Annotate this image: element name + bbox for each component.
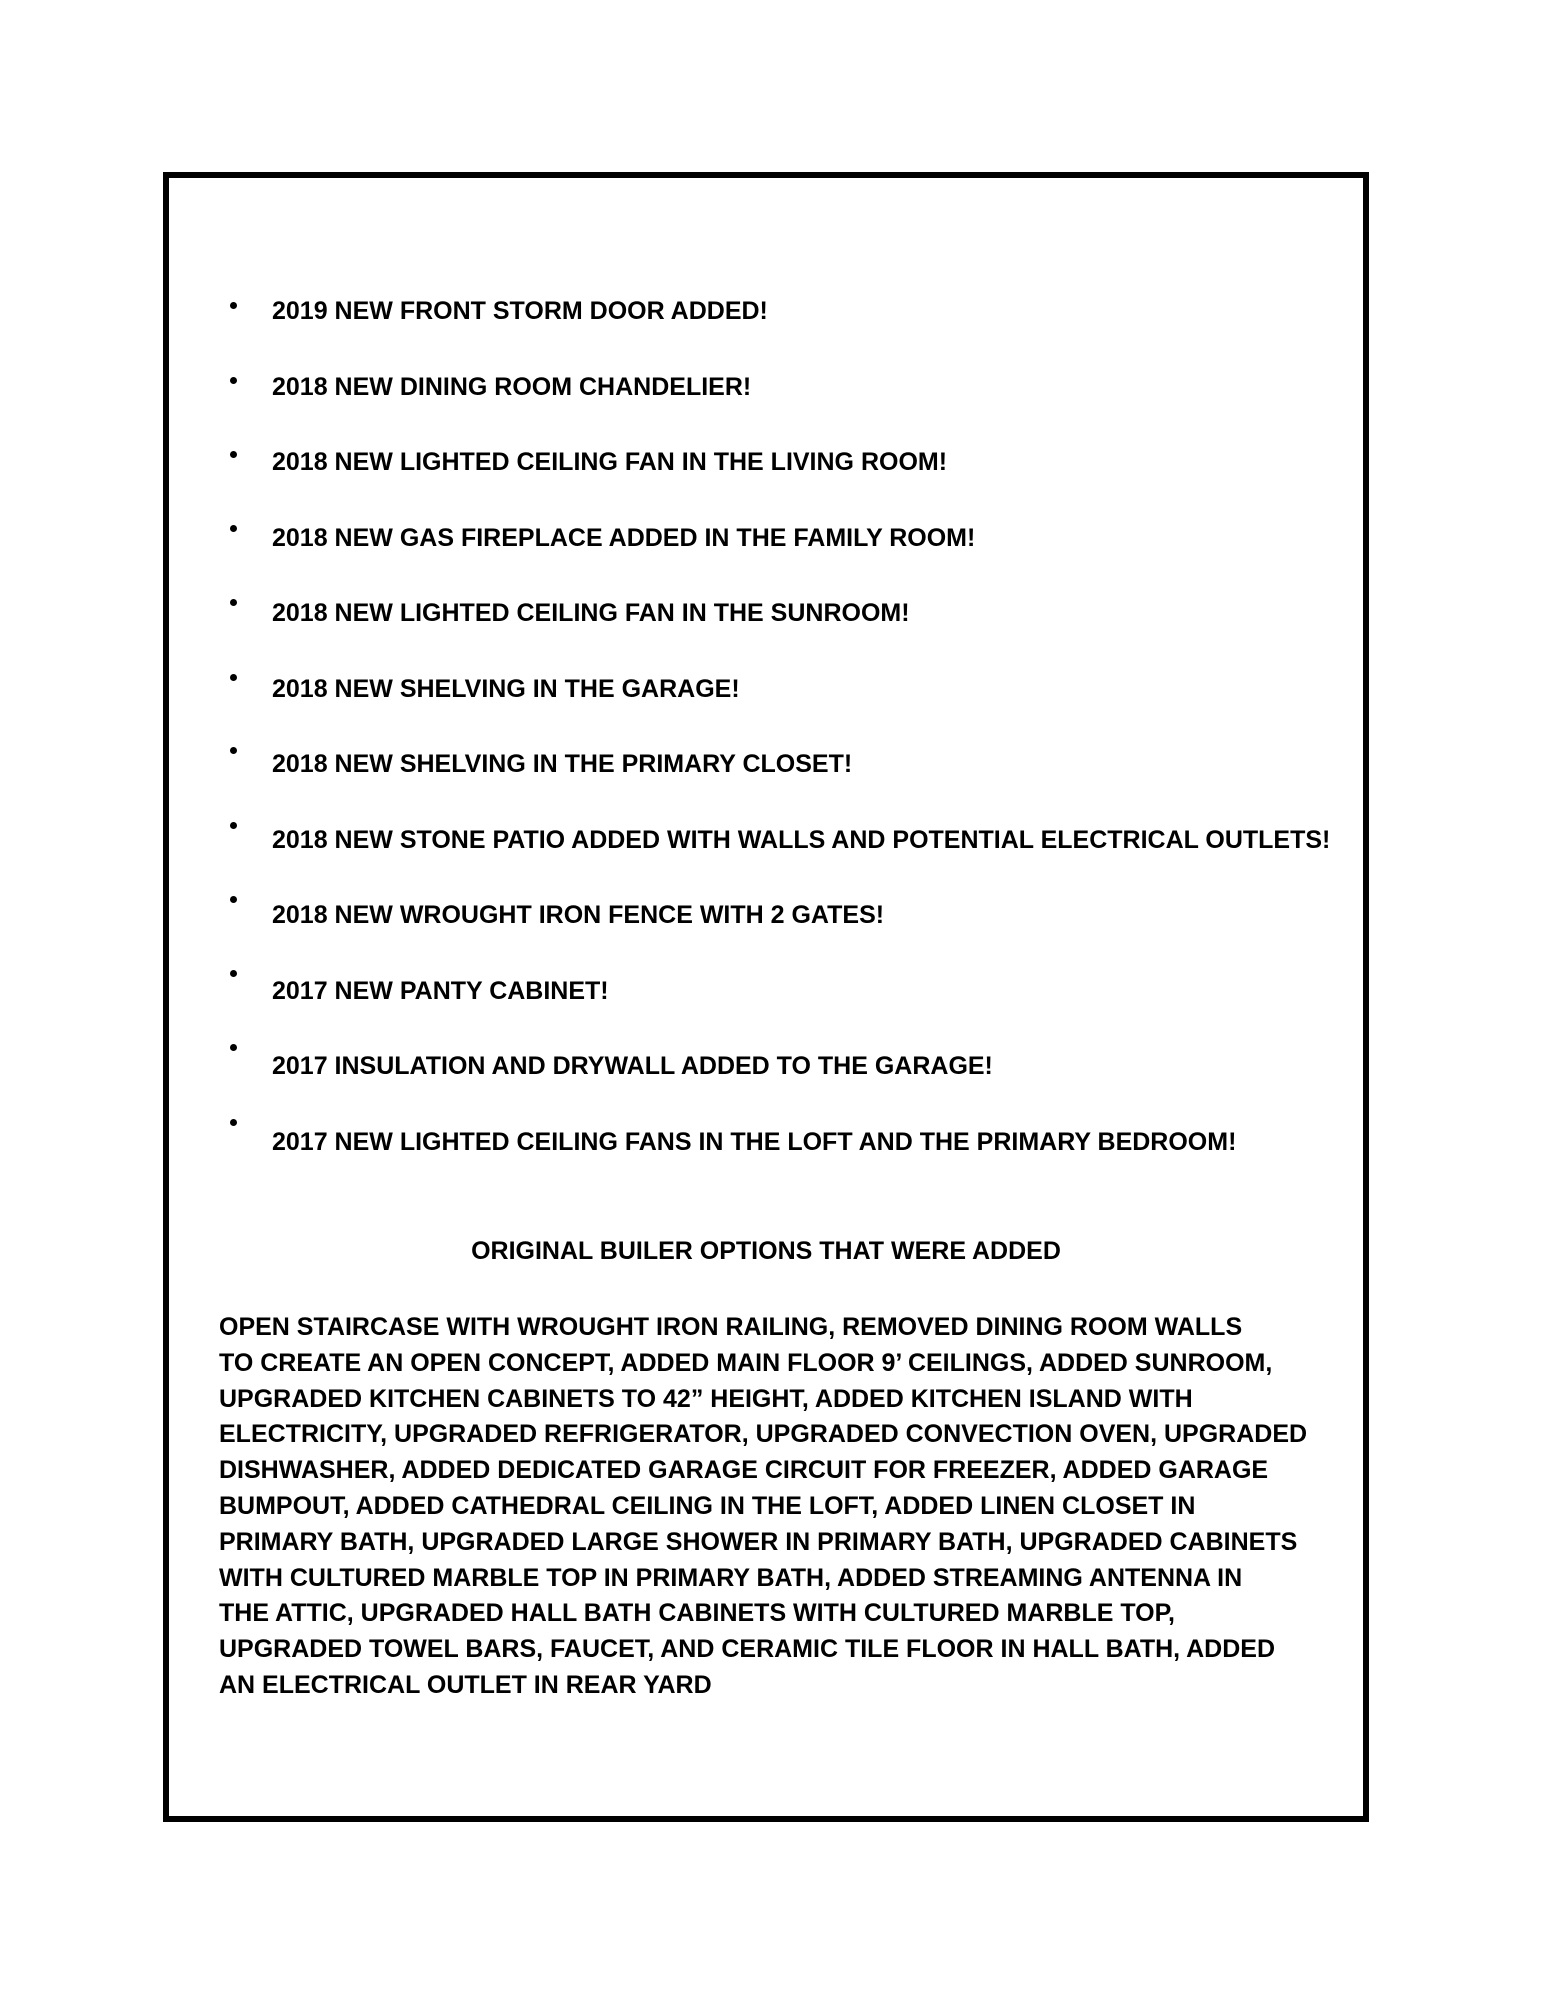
paragraph-line: THE ATTIC, UPGRADED HALL BATH CABINETS WITH CULTURED MARBLE TOP, xyxy=(219,1599,1175,1628)
list-item-text: 2019 NEW FRONT STORM DOOR ADDED! xyxy=(272,297,768,325)
bullet-icon xyxy=(230,525,237,532)
list-item-text: 2018 NEW LIGHTED CEILING FAN IN THE LIVING ROOM! xyxy=(272,448,948,476)
list-item xyxy=(222,519,1342,595)
list-item-text: 2018 NEW WROUGHT IRON FENCE WITH 2 GATES! xyxy=(272,901,885,929)
upgrades-list xyxy=(222,292,1342,1198)
list-item xyxy=(222,1123,1342,1199)
list-item-text: 2017 INSULATION AND DRYWALL ADDED TO THE GARAGE! xyxy=(272,1052,993,1080)
bullet-icon xyxy=(230,1119,237,1126)
list-item xyxy=(222,972,1342,1048)
list-item xyxy=(222,368,1342,444)
list-item-text: 2018 NEW GAS FIREPLACE ADDED IN THE FAMILY ROOM! xyxy=(272,523,976,552)
builder-options-paragraph xyxy=(219,1310,1339,1704)
list-item xyxy=(222,745,1342,821)
list-item-text: 2018 NEW SHELVING IN THE GARAGE! xyxy=(272,674,740,703)
section-heading: ORIGINAL BUILER OPTIONS THAT WERE ADDED xyxy=(471,1237,1061,1265)
paragraph-line: DISHWASHER, ADDED DEDICATED GARAGE CIRCUIT FOR FREEZER, ADDED GARAGE xyxy=(219,1456,1269,1485)
paragraph-line: UPGRADED KITCHEN CABINETS TO 42” HEIGHT, ADDED KITCHEN ISLAND WITH xyxy=(219,1384,1193,1413)
list-item-text: 2017 NEW LIGHTED CEILING FANS IN THE LOFT AND THE PRIMARY BEDROOM! xyxy=(272,1127,1237,1156)
paragraph-line: ELECTRICITY, UPGRADED REFRIGERATOR, UPGRADED CONVECTION OVEN, UPGRADED xyxy=(219,1420,1308,1449)
paragraph-line: OPEN STAIRCASE WITH WROUGHT IRON RAILING, REMOVED DINING ROOM WALLS xyxy=(219,1313,1243,1341)
list-item-text: 2018 NEW STONE PATIO ADDED WITH WALLS AND POTENTIAL ELECTRICAL OUTLETS! xyxy=(272,825,1331,854)
paragraph-line: TO CREATE AN OPEN CONCEPT, ADDED MAIN FLOOR 9’ CEILINGS, ADDED SUNROOM, xyxy=(219,1348,1273,1377)
list-item xyxy=(222,594,1342,670)
paragraph-line: WITH CULTURED MARBLE TOP IN PRIMARY BATH, ADDED STREAMING ANTENNA IN xyxy=(219,1563,1243,1592)
bullet-icon xyxy=(230,451,237,458)
paragraph-line: AN ELECTRICAL OUTLET IN REAR YARD xyxy=(219,1670,712,1699)
bullet-icon xyxy=(230,822,237,829)
bullet-icon xyxy=(230,1044,237,1051)
bullet-icon xyxy=(230,674,237,681)
list-item-text: 2017 NEW PANTY CABINET! xyxy=(272,976,609,1005)
list-item xyxy=(222,1047,1342,1123)
list-item xyxy=(222,896,1342,972)
bullet-icon xyxy=(230,377,237,384)
paragraph-line: PRIMARY BATH, UPGRADED LARGE SHOWER IN PRIMARY BATH, UPGRADED CABINETS xyxy=(219,1527,1298,1556)
list-item xyxy=(222,292,1342,368)
list-item-text: 2018 NEW SHELVING IN THE PRIMARY CLOSET! xyxy=(272,750,853,778)
list-item xyxy=(222,670,1342,746)
bullet-icon xyxy=(230,747,237,754)
bullet-icon xyxy=(230,302,237,309)
bullet-icon xyxy=(230,896,237,903)
paragraph-line: UPGRADED TOWEL BARS, FAUCET, AND CERAMIC TILE FLOOR IN HALL BATH, ADDED xyxy=(219,1635,1276,1664)
paragraph-line: BUMPOUT, ADDED CATHEDRAL CEILING IN THE LOFT, ADDED LINEN CLOSET IN xyxy=(219,1491,1196,1520)
list-item-text: 2018 NEW LIGHTED CEILING FAN IN THE SUNROOM! xyxy=(272,599,910,627)
bullet-icon xyxy=(230,599,237,606)
list-item xyxy=(222,821,1342,897)
list-item xyxy=(222,443,1342,519)
list-item-text: 2018 NEW DINING ROOM CHANDELIER! xyxy=(272,372,752,401)
bullet-icon xyxy=(230,970,237,977)
